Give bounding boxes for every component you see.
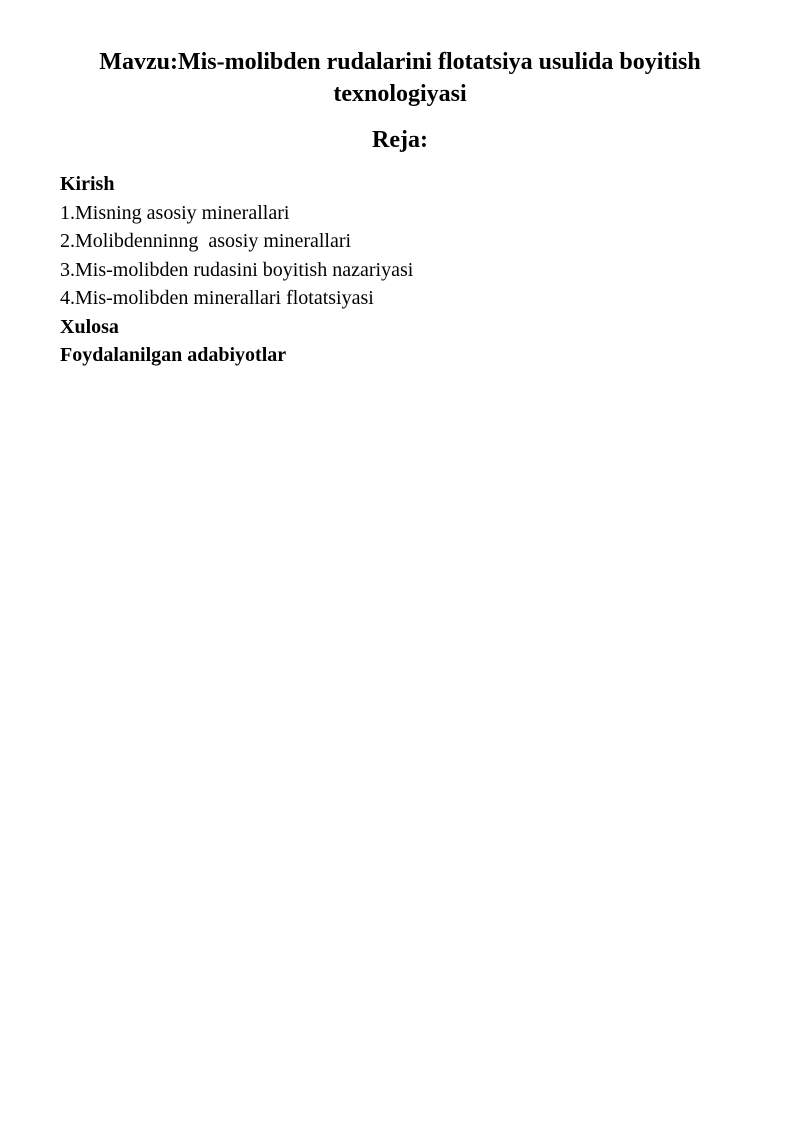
- outline-item-3: 3.Mis-molibden rudasini boyitish nazariyasi: [60, 258, 414, 281]
- outline-item-2: 2.Molibdenninng asosiy minerallari: [60, 230, 352, 252]
- outline-item-4: 4.Mis-molibden minerallari flotatsiyasi: [60, 287, 374, 309]
- outline-item-references: Foydalanilgan adabiyotlar: [60, 344, 287, 366]
- outline-item-1: 1.Misning asosiy minerallari: [60, 201, 290, 224]
- plan-heading: Reja:: [372, 127, 428, 153]
- document-title: Mavzu:Mis-molibden rudalarini flotatsiya usulida boyitish texnologiyasi: [99, 49, 701, 107]
- plan-outline: [60, 170, 740, 370]
- outline-item-conclusion: Xulosa: [60, 315, 119, 338]
- outline-item-introduction: Kirish: [60, 173, 115, 195]
